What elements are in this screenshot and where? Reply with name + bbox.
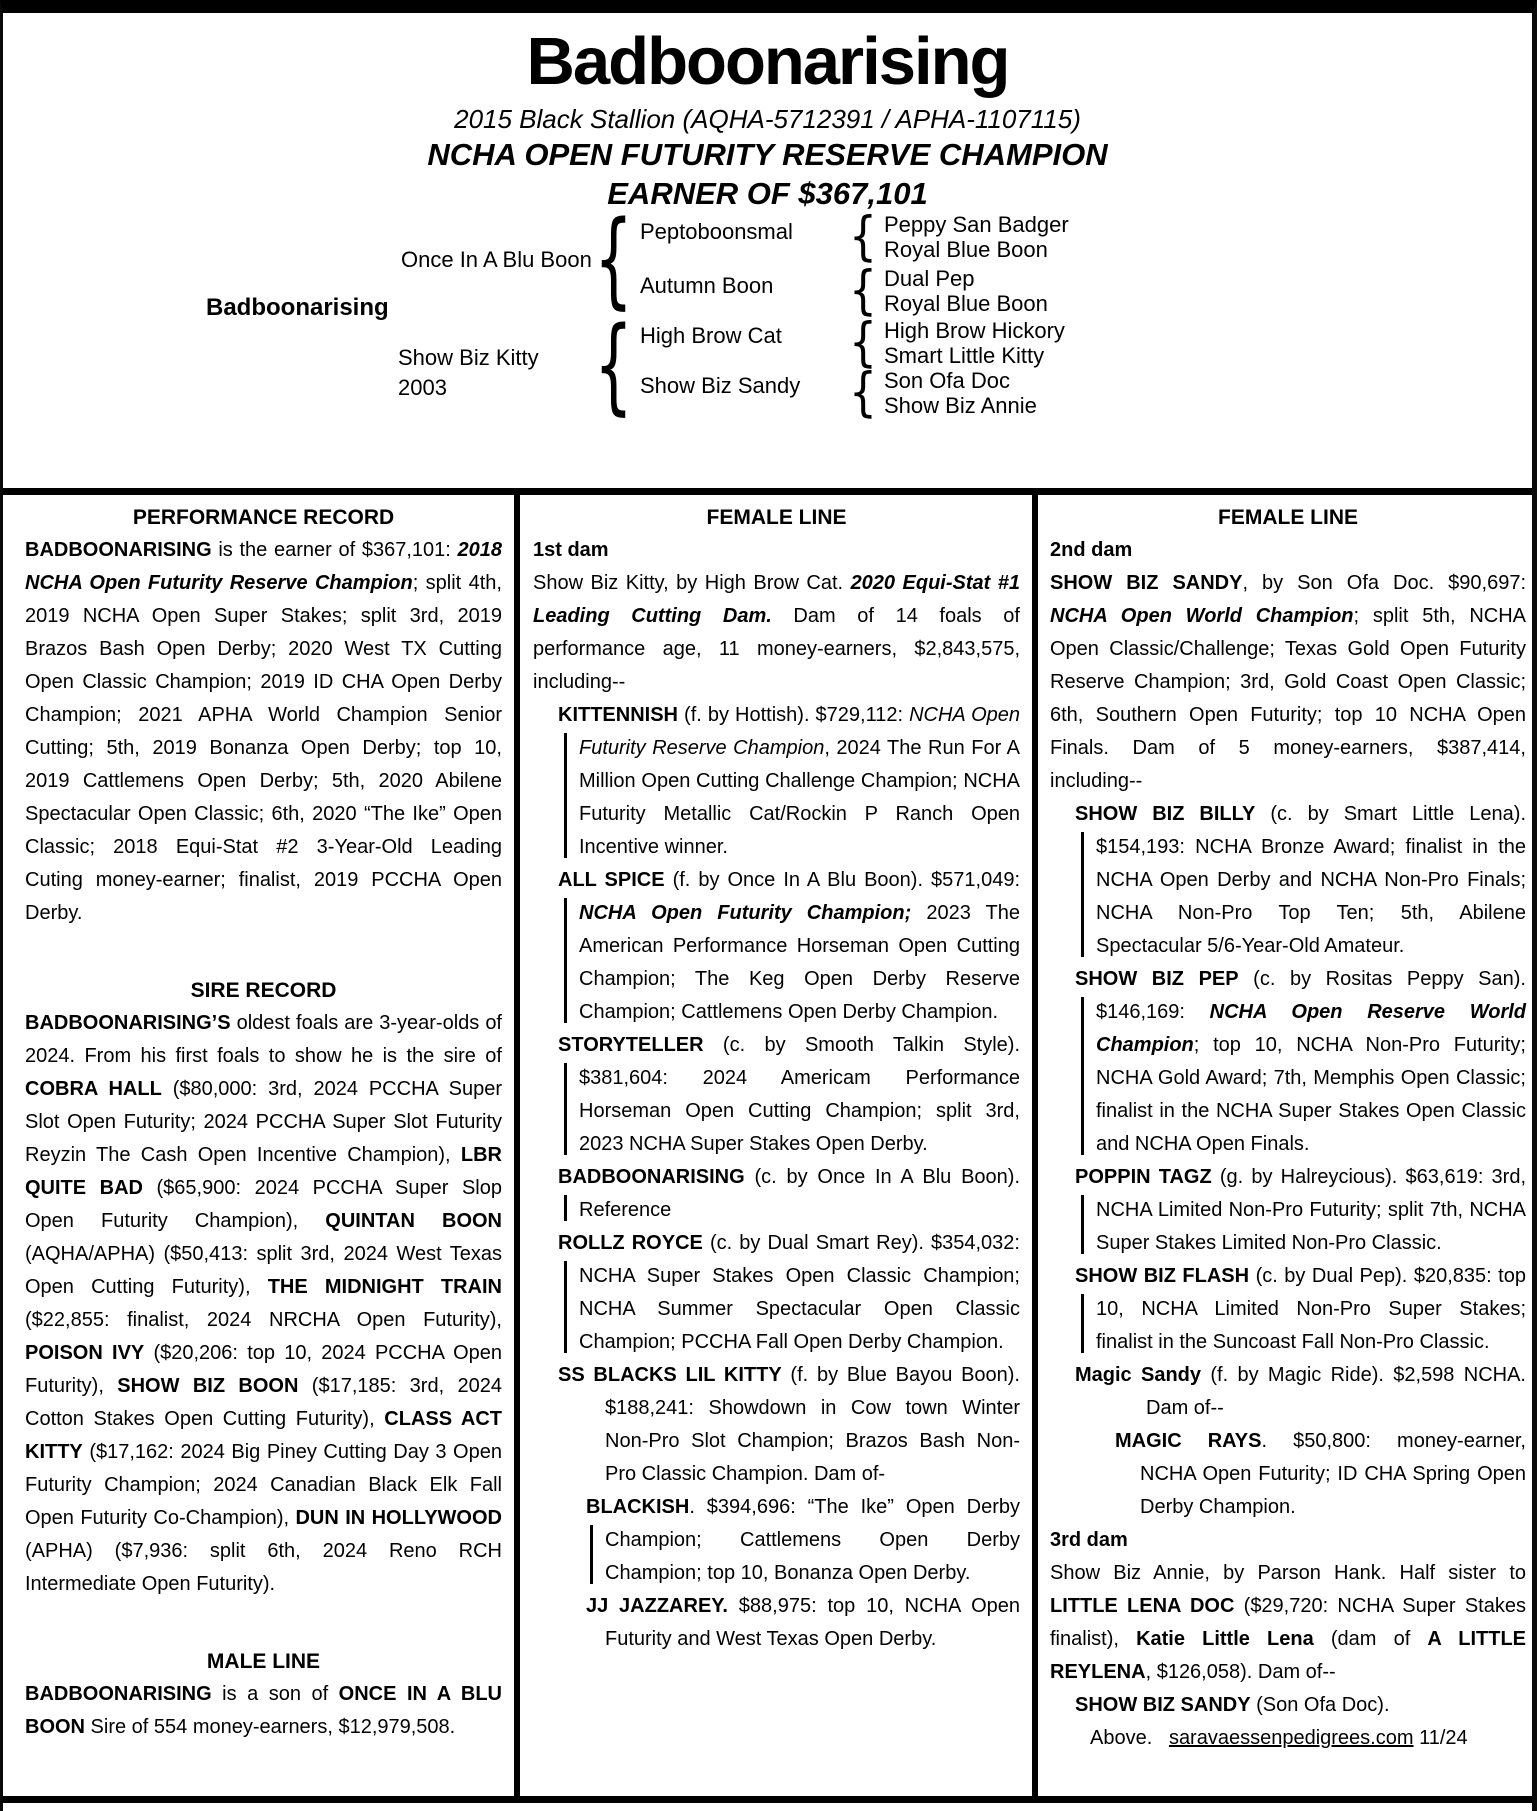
brace-icon: { xyxy=(849,361,877,424)
pedigree-tree xyxy=(3,197,1532,488)
page-header xyxy=(3,26,1532,211)
pedigree-sire-sire-dam: Royal Blue Boon xyxy=(884,236,1048,262)
offspring-entry-magic-sandy: Magic Sandy (f. by Magic Ride). $2,598 NCHA. Dam of-- xyxy=(1075,1364,1526,1419)
source-website: saravaessenpedigrees.com xyxy=(1168,1727,1414,1749)
source-date: 11/24 xyxy=(1419,1727,1468,1749)
second-dam-intro: SHOW BIZ SANDY, by Son Ofa Doc. $90,697: NCHA Open World Champion; split 5th, NCHA Open Classic/Challenge; Texas Gold Open Futurity Reserve Champion; 3rd, Gold Coast Open Classic; 6th, Southern Open Futurity; top 10 NCHA Open Finals. Dam of 5 money-earners, $387,414, including-- xyxy=(1050,572,1526,792)
offspring-entry-magic-rays: MAGIC RAYS. $50,800: money-earner, NCHA Open Futurity; ID CHA Spring Open Derby Champion. xyxy=(1115,1430,1526,1518)
pedigree-sire: Once In A Blu Boon xyxy=(401,247,592,272)
offspring-entry-kittennish: KITTENNISH (f. by Hottish). $729,112: NCHA Open Futurity Reserve Champion, 2024 The Run For A Million Open Cutting Challenge Champion; NCHA Futurity Metallic Cat/Rockin P Ranch Open Incentive winner. xyxy=(533,699,1020,864)
pedigree-gen3-pair-1 xyxy=(849,205,1069,268)
offspring-entry-ss-blacks-lil-kitty: SS BLACKS LIL KITTY (f. by Blue Bayou Boon). $188,241: Showdown in Cow town Winter Non-Pro Slot Champion; Brazos Bash Non-Pro Classic Champion. Dam of- xyxy=(558,1364,1020,1485)
offspring-entry-storyteller: STORYTELLER (c. by Smooth Talkin Style). $381,604: 2024 Americam Performance Horseman Open Cutting Champion; split 3rd, 2023 NCHA Super Stakes Open Derby. xyxy=(533,1029,1020,1161)
female-line-2-column xyxy=(1038,495,1532,1796)
pedigree-dam: Show Biz Kitty xyxy=(398,345,539,370)
horse-name-title: Badboonarising xyxy=(526,24,1009,99)
first-dam-label: 1st dam xyxy=(533,539,609,561)
offspring-entry-blackish: BLACKISH. $394,696: “The Ike” Open Derby Champion; Cattlemens Open Derby Champion; top 10, Bonanza Open Derby. xyxy=(533,1491,1020,1590)
pedigree-sire-dam-sire: Dual Pep xyxy=(884,265,975,291)
pedigree-sire-dam: Autumn Boon xyxy=(640,273,774,298)
first-dam-intro: Show Biz Kitty, by High Brow Cat. 2020 Equi-Stat #1 Leading Cutting Dam. Dam of 14 foals of performance age, 11 money-earners, $2,843,575, including-- xyxy=(533,572,1021,693)
pedigree-dam-sire-sire: High Brow Hickory xyxy=(884,317,1065,343)
horse-description: 2015 Black Stallion (AQHA-5712391 / APHA-1107115) xyxy=(454,104,1081,134)
pedigree-subject: Badboonarising xyxy=(206,294,389,321)
pedigree-dam-sire-dam: Smart Little Kitty xyxy=(884,342,1045,368)
pedigree-dam-dam-sire: Son Ofa Doc xyxy=(884,367,1010,393)
above-label: Above. xyxy=(1090,1727,1153,1749)
performance-record-text: BADBOONARISING is the earner of $367,101: 2018 NCHA Open Futurity Reserve Champion; split 4th, 2019 NCHA Open Super Stakes; split 3rd, 2019 Brazos Bash Open Derby; 2020 West TX Cutting Open Classic Champion; 2019 ID CHA Open Derby Champion; 2021 APHA World Champion Senior Cutting; 5th, 2019 Bonanza Open Derby; top 10, 2019 Cattlemens Open Derby; 5th, 2020 Abilene Spectacular Open Classic; 6th, 2020 “The Ike” Open Classic; 2018 Equi-Stat #2 3-Year-Old Leading Cuting money-earner; finalist, 2019 PCCHA Open Derby. xyxy=(25,539,502,924)
pedigree-sire-sire-sire: Peppy San Badger xyxy=(884,211,1069,237)
brace-icon: { xyxy=(849,205,877,268)
male-line-heading: MALE LINE xyxy=(206,1650,321,1673)
sire-record-text: BADBOONARISING’S oldest foals are 3-year-olds of 2024. From his first foals to show he is the sire of COBRA HALL ($80,000: 3rd, 2024 PCCHA Super Slot Open Futurity; 2024 PCCHA Super Slot Futurity Reyzin The Cash Open Incentive Champion), LBR QUITE BAD ($65,900: 2024 PCCHA Super Slop Open Futurity Champion), QUINTAN BOON (AQHA/APHA) ($50,413: split 3rd, 2024 West Texas Open Cutting Futurity), THE MIDNIGHT TRAIN ($22,855: finalist, 2024 NRCHA Open Futurity), POISON IVY ($20,206: top 10, 2024 PCCHA Open Futurity), SHOW BIZ BOON ($17,185: 3rd, 2024 Cotton Stakes Open Cutting Futurity), CLASS ACT KITTY ($17,162: 2024 Big Piney Cutting Day 3 Open Futurity Champion; 2024 Canadian Black Elk Fall Open Futurity Co-Champion), DUN IN HOLLYWOOD (APHA) ($7,936: split 6th, 2024 Reno RCH Intermediate Open Futurity). xyxy=(25,1012,503,1595)
female-line-1-heading: FEMALE LINE xyxy=(706,506,847,529)
offspring-entry-show-biz-flash: SHOW BIZ FLASH (c. by Dual Pep). $20,835: top 10, NCHA Limited Non-Pro Super Stakes; finalist in the Suncoast Fall Non-Pro Classic. xyxy=(1050,1260,1526,1359)
offspring-entry-jj-jazzarey: JJ JAZZAREY. $88,975: top 10, NCHA Open Futurity and West Texas Open Derby. xyxy=(586,1595,1020,1650)
female-line-1-column xyxy=(520,495,1038,1796)
sire-record-heading: SIRE RECORD xyxy=(190,979,337,1002)
performance-column xyxy=(3,495,520,1796)
sire-brace-icon: { xyxy=(594,197,633,321)
pedigree-gen3-pair-4 xyxy=(849,361,1037,424)
brace-icon: { xyxy=(849,259,877,322)
offspring-entry-show-biz-pep: SHOW BIZ PEP (c. by Rositas Peppy San). $146,169: NCHA Open Reserve World Champion; top 10, NCHA Non-Pro Futurity; NCHA Gold Award; 7th, Memphis Open Classic; finalist in the NCHA Super Stakes Open Classic and NCHA Open Finals. xyxy=(1050,963,1526,1161)
offspring-entry-show-biz-sandy: SHOW BIZ SANDY (Son Ofa Doc). xyxy=(1075,1694,1390,1716)
pedigree-dam-year: 2003 xyxy=(398,375,447,400)
pedigree-dam-dam: Show Biz Sandy xyxy=(640,373,801,398)
brace-icon: { xyxy=(849,311,877,374)
championship-line: NCHA OPEN FUTURITY RESERVE CHAMPION xyxy=(427,137,1108,172)
third-dam-intro: Show Biz Annie, by Parson Hank. Half sister to LITTLE LENA DOC ($29,720: NCHA Super Stakes finalist), Katie Little Lena (dam of A LITTLE REYLENA, $126,058). Dam of-- xyxy=(1050,1562,1526,1683)
offspring-entry-show-biz-billy: SHOW BIZ BILLY (c. by Smart Little Lena). $154,193: NCHA Bronze Award; finalist in the NCHA Open Derby and NCHA Non-Pro Finals; NCHA Non-Pro Top Ten; 5th, Abilene Spectacular 5/6-Year-Old Amateur. xyxy=(1050,798,1526,963)
female-line-2-heading: FEMALE LINE xyxy=(1218,506,1358,529)
pedigree-gen3-pair-2 xyxy=(849,259,1048,322)
pedigree-sire-dam-dam: Royal Blue Boon xyxy=(884,290,1048,316)
performance-record-heading: PERFORMANCE RECORD xyxy=(132,506,395,529)
pedigree-dam-sire: High Brow Cat xyxy=(640,323,782,348)
earnings-line: EARNER OF $367,101 xyxy=(607,176,928,211)
pedigree-gen3-pair-3 xyxy=(849,311,1065,374)
record-columns xyxy=(3,488,1532,1803)
male-line-text: BADBOONARISING is a son of ONCE IN A BLU BOON Sire of 554 money-earners, $12,979,508. xyxy=(25,1683,502,1738)
offspring-entry-rollz-royce: ROLLZ ROYCE (c. by Dual Smart Rey). $354,032: NCHA Super Stakes Open Classic Champion; NCHA Summer Spectacular Open Classic Champion; PCCHA Fall Open Derby Champion. xyxy=(533,1227,1020,1359)
offspring-entry-all-spice: ALL SPICE (f. by Once In A Blu Boon). $571,049: NCHA Open Futurity Champion; 2023 The American Performance Horseman Open Cutting Champion; The Keg Open Derby Reserve Champion; Cattlemens Open Derby Champion. xyxy=(533,864,1020,1029)
pedigree-sire-sire: Peptoboonsmal xyxy=(640,219,793,244)
source-footer xyxy=(1050,1722,1526,1755)
dam-brace-icon: { xyxy=(594,303,633,427)
offspring-entry-badboonarising: BADBOONARISING (c. by Once In A Blu Boon). Reference xyxy=(533,1161,1020,1227)
second-dam-label: 2nd dam xyxy=(1050,539,1133,561)
third-dam-label: 3rd dam xyxy=(1050,1529,1128,1551)
offspring-entry-poppin-tagz: POPPIN TAGZ (g. by Halreycious). $63,619: 3rd, NCHA Limited Non-Pro Futurity; split 7th, NCHA Super Stakes Limited Non-Pro Classic. xyxy=(1050,1161,1526,1260)
pedigree-dam-dam-dam: Show Biz Annie xyxy=(884,392,1037,418)
